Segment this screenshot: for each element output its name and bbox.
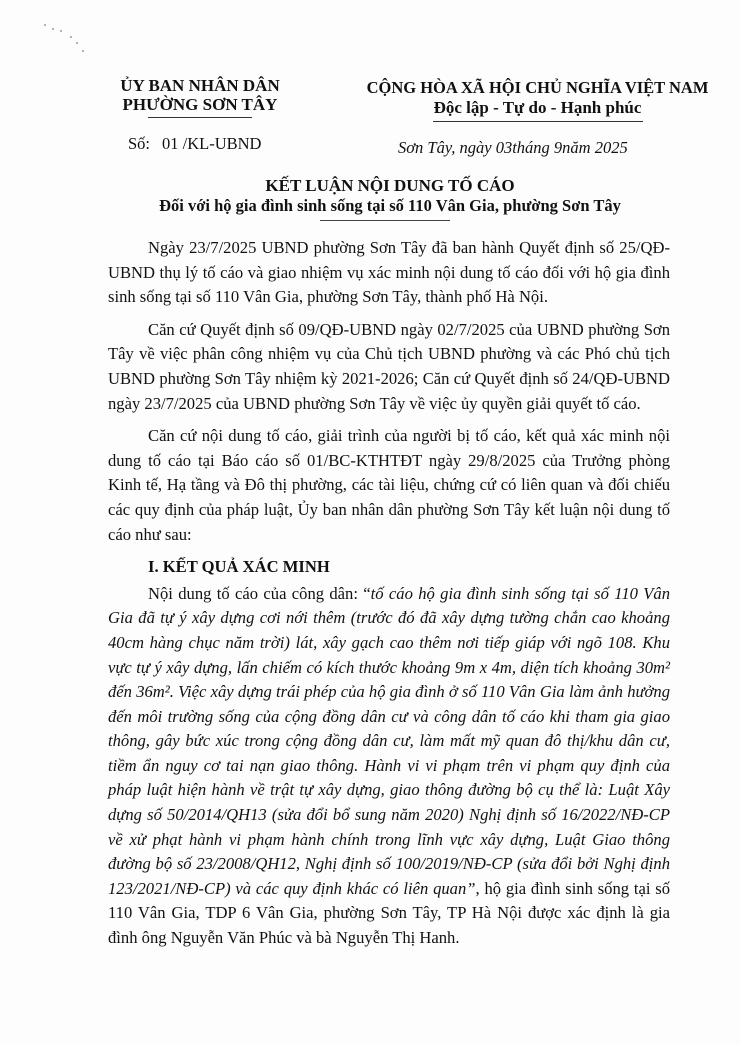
scan-artifact — [40, 22, 100, 62]
agency-line-2: PHƯỜNG SƠN TÂY — [122, 95, 278, 114]
document-number-value: 01 /KL-UBND — [162, 134, 262, 153]
complaint-quote: tố cáo hộ gia đình sinh sống tại số 110 Vân Gia đã tự ý xây dựng cơi nới thêm (trước đó đã xây dựng tường chắn cao khoảng 40cm hàng chục năm trời) lát, xây gạch cao thêm nơi tiếp giáp với ngõ 108. Khu vực tự ý xây dựng, lấn chiếm có kích thước khoảng 9m x 4m, diện tích khoảng 30m² đến 36m². Việc xây dựng trái phép của hộ gia đình ở số 110 Vân Gia làm ảnh hưởng đến môi trường sống của cộng đồng dân cư và công dân tố cáo khi tham gia giao thông, gây bức xúc trong cộng đồng dân cư, làm mất mỹ quan đô thị/khu dân cư, tiềm ẩn nguy cơ tai nạn giao thông. Hành vi vi phạm trên vi phạm quy định của pháp luật hiện hành về trật tự xây dựng, giao thông đường bộ cụ thể là: Luật Xây dựng số 50/2014/QH13 (sửa đổi bổ sung năm 2020) Nghị định số 16/2022/NĐ-CP về xử phạt hành vi phạm hành chính trong lĩnh vực xây dựng, Luật Giao thông đường bộ số 23/2008/QH12, Nghị định số 100/2019/NĐ-CP (sửa đổi bởi Nghị định 123/2021/NĐ-CP) và các quy định khác có liên quan” — [108, 583, 670, 898]
nation-name: CỘNG HÒA XÃ HỘI CHỦ NGHĨA VIỆT NAM — [366, 78, 709, 97]
quote-outro: , hộ gia đình sinh sống tại số 110 Vân Gia, TDP 6 Vân Gia, phường Sơn Tây, TP Hà Nội được xác định là gia đình ông Nguyễn Văn Phúc và bà Nguyễn Thị Hanh. — [108, 878, 671, 948]
national-header — [345, 78, 730, 122]
paragraph: Ngày 23/7/2025 UBND phường Sơn Tây đã ban hành Quyết định số 25/QĐ-UBND thụ lý tố cáo và giao nhiệm vụ xác minh nội dung tố cáo đối với hộ gia đình sinh sống tại số 110 Vân Gia, phường Sơn Tây, thành phố Hà Nội. — [108, 238, 670, 307]
agency-line-1: ỦY BAN NHÂN DÂN — [120, 76, 280, 95]
paragraph: Căn cứ nội dung tố cáo, giải trình của người bị tố cáo, kết quả xác minh nội dung tố cáo tại Báo cáo số 01/BC-KTHTĐT ngày 29/8/2025 của Trưởng phòng Kinh tế, Hạ tầng và Đô thị phường, các tài liệu, chứng cứ có liên quan và đối chiếu các quy định của pháp luật, Ủy ban nhân dân phường Sơn Tây kết luận nội dung tố cáo như sau: — [108, 426, 670, 544]
quote-intro: Nội dung tố cáo của công dân: “ — [148, 583, 371, 603]
document-title-block — [60, 176, 720, 221]
document-title: KẾT LUẬN NỘI DUNG TỐ CÁO — [265, 176, 515, 195]
national-motto: Độc lập - Tự do - Hạnh phúc — [433, 98, 642, 117]
title-underline — [320, 220, 450, 221]
issuing-agency — [100, 76, 300, 118]
section-heading: I. KẾT QUẢ XÁC MINH — [148, 557, 330, 577]
place-and-date: Sơn Tây, ngày 03tháng 9năm 2025 — [398, 138, 628, 157]
complaint-content-paragraph — [108, 582, 670, 951]
document-body — [108, 236, 670, 951]
motto-underline — [433, 121, 643, 122]
document-subtitle: Đối với hộ gia đình sinh sống tại số 110 Vân Gia, phường Sơn Tây — [159, 196, 621, 215]
document-number-label: Số: — [128, 134, 151, 153]
document-number — [128, 134, 261, 154]
agency-underline — [148, 117, 252, 118]
paragraph: Căn cứ Quyết định số 09/QĐ-UBND ngày 02/7/2025 của UBND phường Sơn Tây về việc phân công nhiệm vụ của Chủ tịch UBND phường và các Phó chủ tịch UBND phường Sơn Tây nhiệm kỳ 2021-2026; Căn cứ Quyết định số 24/QĐ-UBND ngày 23/7/2025 của UBND phường Sơn Tây về việc ủy quyền giải quyết tố cáo. — [108, 319, 670, 413]
